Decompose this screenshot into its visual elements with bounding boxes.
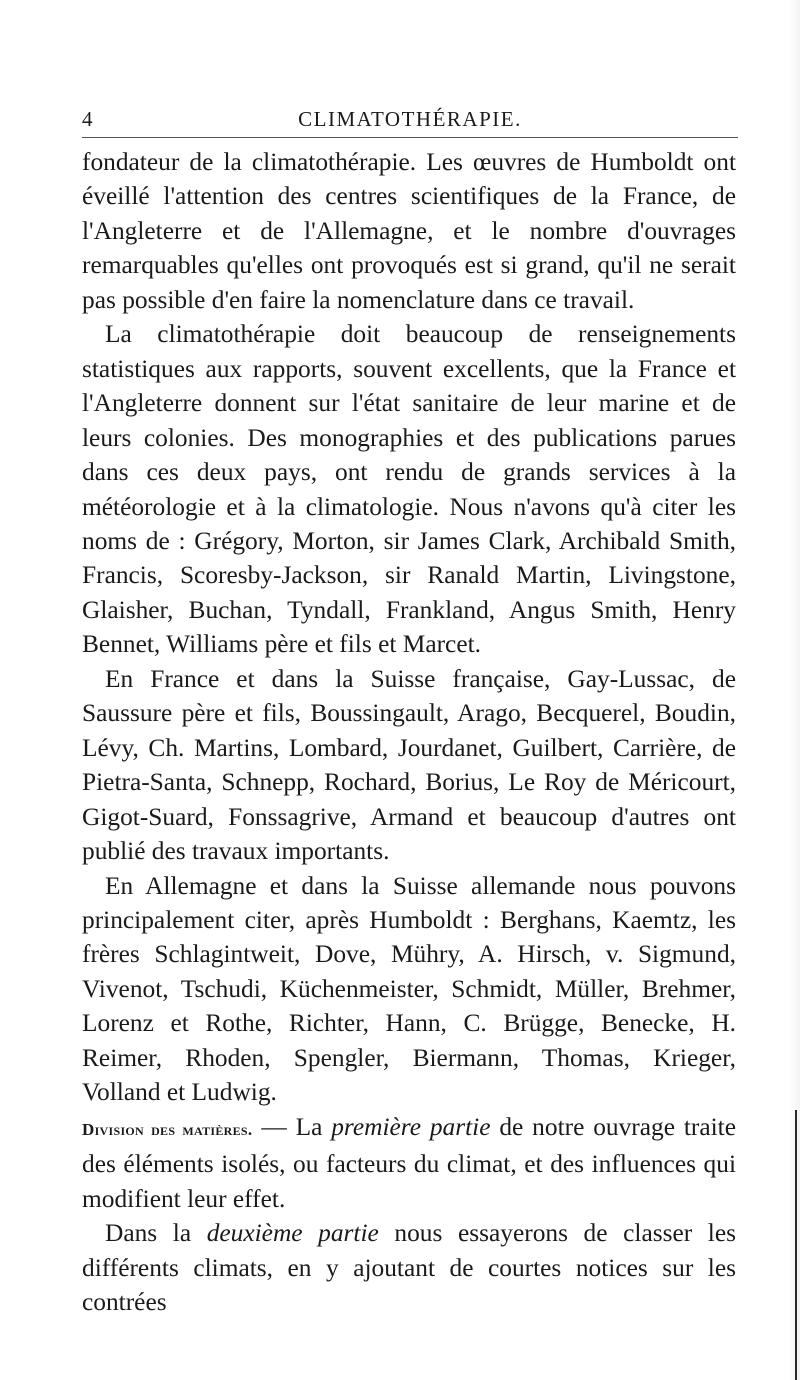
paragraph-5 <box>82 1110 736 1216</box>
paragraph-5-rest: de notre ouvrage traite des éléments isolés, ou facteurs du climat, et des influences qui modifient leur effet. <box>82 1112 736 1213</box>
paragraph-1: fondateur de la climatothérapie. Les œuvres de Humboldt ont éveillé l'attention des centres scientifiques de la France, de l'Angleterre et de l'Allemagne, et le nombre d'ouvrages remarquables qu'elles ont provoqués est si grand, qu'il ne serait pas possible d'en faire la nomenclature dans ce travail. <box>82 148 736 314</box>
page-edge-line <box>795 1110 797 1380</box>
page-number: 4 <box>82 107 94 131</box>
running-head <box>82 104 738 134</box>
italic-deuxieme-partie: deuxième partie <box>206 1219 379 1248</box>
body-text <box>82 145 736 1319</box>
running-title: CLIMATOTHÉRAPIE. <box>298 107 522 131</box>
header-rule <box>82 137 738 138</box>
section-lead-in: Division des matières. <box>82 1119 253 1139</box>
italic-premiere-partie: première partie <box>331 1112 491 1141</box>
paragraph-4: En Allemagne et dans la Suisse allemande nous pouvons principalement citer, après Humboldt : Berghans, Kaemtz, les frères Schlagintweit, Dove, Mühry, A. Hirsch, v. Sigmund, Vivenot, Tschudi, Küchenmeister, Schmidt, Müller, Brehmer, Lorenz et Rothe, Richter, Hann, C. Brügge, Benecke, H. Reimer, Rhoden, Spengler, Biermann, Thomas, Krieger, Volland et Ludwig. <box>82 871 736 1107</box>
paragraph-5-dash: — La <box>252 1112 332 1141</box>
paragraph-3: En France et dans la Suisse française, Gay-Lussac, de Saussure père et fils, Boussingault, Arago, Becquerel, Boudin, Lévy, Ch. Martins, Lombard, Jourdanet, Guilbert, Carrière, de Pietra-Santa, Schnepp, Rochard, Borius, Le Roy de Méricourt, Gigot-Suard, Fonssagrive, Armand et beaucoup d'autres ont publié des travaux importants. <box>82 664 736 866</box>
paragraph-2: La climatothérapie doit beaucoup de renseignements statistiques aux rapports, souvent excellents, que la France et l'Angleterre donnent sur l'état sanitaire de leur marine et de leurs colonies. Des monographies et des publications parues dans ces deux pays, ont rendu de grands services à la météorologie et à la climatologie. Nous n'avons qu'à citer les noms de : Grégory, Morton, sir James Clark, Archibald Smith, Francis, Scoresby-Jackson, sir Ranald Martin, Livingstone, Glaisher, Buchan, Tyndall, Frankland, Angus Smith, Henry Bennet, Williams père et fils et Marcet. <box>82 320 736 659</box>
page-edge-shadow <box>788 0 800 1380</box>
paragraph-6 <box>82 1216 736 1319</box>
paragraph-6-rest: nous essayerons de classer les différents climats, en y ajoutant de courtes notices sur les contrées <box>82 1219 737 1316</box>
paragraph-6-start: Dans la <box>105 1219 207 1248</box>
